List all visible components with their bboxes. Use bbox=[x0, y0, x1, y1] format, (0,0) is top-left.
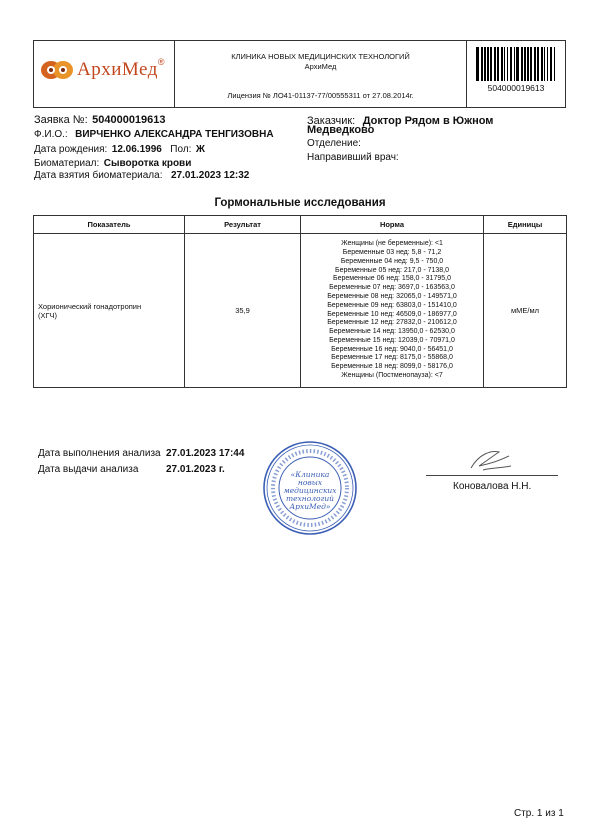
norm-line: Беременные 12 нед: 27832,0 - 210612,0 bbox=[327, 319, 457, 327]
barcode-bar bbox=[510, 47, 512, 81]
norm-line: Беременные 08 нед: 32065,0 - 149571,0 bbox=[327, 292, 457, 300]
referring-doctor-label: Направивший врач: bbox=[307, 152, 399, 163]
svg-text:новых: новых bbox=[297, 478, 323, 487]
barcode-number: 504000019613 bbox=[487, 83, 545, 93]
barcode-bar bbox=[490, 47, 492, 81]
barcode-bar bbox=[544, 47, 545, 81]
signature-line bbox=[426, 475, 558, 476]
norm-line: Беременные 06 нед: 158,0 - 31795,0 bbox=[333, 275, 451, 283]
barcode-bar bbox=[516, 47, 519, 81]
barcode-bar bbox=[530, 47, 532, 81]
barcode-cell bbox=[466, 41, 565, 107]
barcode-bar bbox=[507, 47, 508, 81]
norm-line: Женщины (Постменопауза): <7 bbox=[341, 372, 443, 380]
barcode-bar bbox=[514, 47, 515, 81]
barcode-bar bbox=[554, 47, 555, 81]
issue-date-value: 27.01.2023 г. bbox=[166, 464, 225, 475]
barcode-bar bbox=[494, 47, 496, 81]
barcode-icon bbox=[476, 47, 556, 81]
barcode-bar bbox=[501, 47, 503, 81]
issue-date-label: Дата выдачи анализа bbox=[38, 464, 139, 475]
header-indicator: Показатель bbox=[34, 216, 185, 234]
logo-cell bbox=[34, 41, 175, 107]
barcode-bar bbox=[541, 47, 543, 81]
indicator-cell bbox=[34, 234, 185, 388]
customer-label: Заказчик: bbox=[307, 115, 356, 127]
barcode-bar bbox=[550, 47, 552, 81]
norm-line: Беременные 04 нед: 9,5 - 750,0 bbox=[340, 257, 444, 265]
norm-line: Беременные 14 нед: 13950,0 - 62530,0 bbox=[329, 328, 455, 336]
clinic-logo bbox=[40, 59, 165, 81]
clinic-stamp-icon bbox=[262, 440, 358, 536]
sample-date-value: 27.01.2023 12:32 bbox=[170, 170, 250, 181]
norm-line: Беременные 16 нед: 9040,0 - 56451,0 bbox=[331, 345, 453, 353]
table-header-row bbox=[34, 216, 567, 234]
logo-text: АрхиМед bbox=[77, 59, 158, 80]
page-number: Стр. 1 из 1 bbox=[514, 808, 564, 819]
barcode-bar bbox=[476, 47, 479, 81]
barcode-bar bbox=[524, 47, 526, 81]
sex-value: Ж bbox=[195, 144, 205, 155]
svg-text:медицинских: медицинских bbox=[283, 486, 337, 495]
order-label: Заявка №: bbox=[34, 114, 88, 126]
signer-name: Коновалова Н.Н. bbox=[453, 481, 532, 492]
department-label: Отделение: bbox=[307, 138, 361, 149]
indicator-abbr: (ХГЧ) bbox=[38, 310, 58, 320]
norm-line: Беременные 10 нед: 46509,0 - 186977,0 bbox=[327, 310, 457, 318]
customer-value-line2: Медведково bbox=[307, 124, 375, 136]
barcode-bar bbox=[521, 47, 523, 81]
barcode-bar bbox=[547, 47, 548, 81]
norm-line: Беременные 09 нед: 63803,0 - 151410,0 bbox=[327, 301, 457, 309]
norm-line: Беременные 18 нед: 8099,0 - 58176,0 bbox=[331, 363, 453, 371]
logo-emblem-icon bbox=[40, 59, 74, 81]
biomaterial-value: Сыворотка крови bbox=[103, 158, 192, 169]
sex-label: Пол: bbox=[170, 144, 192, 155]
norm-line: Беременные 17 нед: 8175,0 - 55868,0 bbox=[331, 354, 453, 362]
document-header bbox=[33, 40, 566, 108]
svg-text:технологий: технологий bbox=[286, 494, 334, 503]
units-value: мМЕ/мл bbox=[484, 234, 567, 388]
signature-icon bbox=[465, 446, 517, 474]
section-title: Гормональные исследования bbox=[214, 197, 386, 209]
indicator-name: Хорионический гонадотропин bbox=[38, 301, 142, 311]
clinic-name: КЛИНИКА НОВЫХ МЕДИЦИНСКИХ ТЕХНОЛОГИЙ bbox=[231, 52, 410, 61]
sample-date-label: Дата взятия биоматериала: bbox=[34, 170, 163, 181]
result-value: 35,9 bbox=[185, 234, 301, 388]
header-norm: Норма bbox=[301, 216, 484, 234]
barcode-bar bbox=[537, 47, 539, 81]
barcode-bar bbox=[487, 47, 489, 81]
logo-registered-mark: ® bbox=[157, 57, 165, 67]
norm-cell bbox=[301, 234, 484, 388]
biomaterial-label: Биоматериал: bbox=[34, 158, 100, 169]
barcode-bar bbox=[504, 47, 505, 81]
table-row bbox=[34, 234, 567, 388]
customer-value: Доктор Рядом в Южном bbox=[362, 115, 494, 127]
svg-text:АрхиМед»: АрхиМед» bbox=[289, 502, 331, 511]
done-date-value: 27.01.2023 17:44 bbox=[166, 448, 245, 459]
barcode-bar bbox=[497, 47, 499, 81]
norm-line: Беременные 03 нед: 5,8 - 71,2 bbox=[342, 248, 442, 256]
svg-text:«Клиника: «Клиника bbox=[290, 470, 330, 479]
norm-line: Беременные 15 нед: 12039,0 - 70971,0 bbox=[329, 336, 455, 344]
clinic-short-name: АрхиМед bbox=[304, 62, 337, 71]
results-table bbox=[33, 215, 567, 388]
patient-name: ВИРЧЕНКО АЛЕКСАНДРА ТЕНГИЗОВНА bbox=[75, 129, 274, 140]
sample-date-row bbox=[34, 165, 249, 183]
dob-value: 12.06.1996 bbox=[111, 144, 162, 155]
barcode-bar bbox=[534, 47, 536, 81]
norm-line: Женщины (не беременные): <1 bbox=[341, 240, 443, 248]
barcode-bar bbox=[481, 47, 483, 81]
header-units: Единицы bbox=[484, 216, 567, 234]
norm-line: Беременные 05 нед: 217,0 - 7138,0 bbox=[334, 266, 450, 274]
header-result: Результат bbox=[185, 216, 301, 234]
norm-line: Беременные 07 нед: 3697,0 - 163563,0 bbox=[329, 284, 455, 292]
barcode-bar bbox=[484, 47, 486, 81]
dob-label: Дата рождения: bbox=[34, 144, 108, 155]
name-label: Ф.И.О.: bbox=[34, 129, 68, 140]
done-date-label: Дата выполнения анализа bbox=[38, 448, 161, 459]
license-text: Лицензия № ЛО41-01137-77/00555311 от 27.08.2014г. bbox=[227, 91, 414, 100]
order-number: 504000019613 bbox=[92, 114, 166, 126]
barcode-bar bbox=[527, 47, 529, 81]
